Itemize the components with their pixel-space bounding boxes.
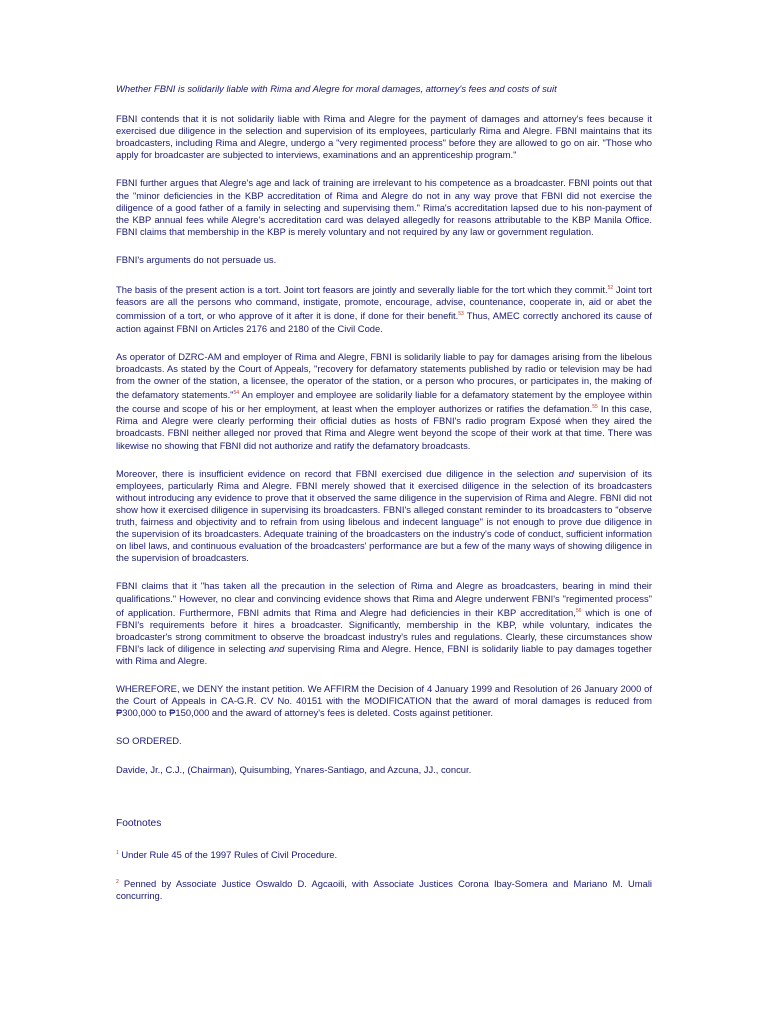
footnote-number-2[interactable]: 2: [116, 878, 119, 885]
footnote-ref-55[interactable]: 55: [592, 404, 598, 411]
paragraph-dispositive: WHEREFORE, we DENY the instant petition. We AFFIRM the Decision of 4 January 1999 and Resolution of 26 January 2000 of the Court of Appeals in CA-G.R. CV No. 40151 with the MODIFICATION that the award of moral damages is reduced from ₱300,000 to ₱150,000 and the award of attorney's fees is deleted. Costs against petitioner.: [116, 683, 652, 719]
paragraph-6-text-a: Moreover, there is insufficient evidence on record that FBNI exercised due diligence in the selection: [116, 467, 559, 479]
footnote-ref-52[interactable]: 52: [607, 285, 614, 292]
paragraph-1: FBNI contends that it is not solidarily liable with Rima and Alegre for the payment of damages and attorney's fees because it exercised due diligence in the selection and supervision of its employees, particularly Rima and Alegre. FBNI maintains that its broadcasters, including Rima and Alegre, undergo a "very regimented process" before they are allowed to go on air. "Those who apply for broadcaster are subjected to interviews, examinations and an apprenticeship program.": [116, 113, 652, 161]
footnote-ref-56[interactable]: 56: [575, 607, 582, 614]
paragraph-6-emphasis: and: [558, 467, 575, 479]
footnote-2-text: Penned by Associate Justice Oswaldo D. Agcaoili, with Associate Justices Corona Ibay-Somera and Mariano M. Umali concurring.: [116, 878, 652, 902]
paragraph-6: [116, 468, 652, 565]
paragraph-4-text-c: Thus, AMEC correctly anchored its cause of action against FBNI on Articles 2176 and 2180 of the Civil Code.: [116, 310, 652, 334]
section-heading: Whether FBNI is solidarily liable with Rima and Alegre for moral damages, attorney's fees and costs of suit: [116, 83, 557, 94]
footnote-1: [116, 847, 652, 861]
paragraph-so-ordered: SO ORDERED.: [116, 735, 182, 747]
paragraph-concurrence: Davide, Jr., C.J., (Chairman), Quisumbing, Ynares-Santiago, and Azcuna, JJ., concur.: [116, 763, 472, 775]
paragraph-3: FBNI's arguments do not persuade us.: [116, 253, 277, 265]
paragraph-4-text-a: The basis of the present action is a tort. Joint tort feasors are jointly and severally liable for the tort which they commit.: [116, 284, 608, 296]
paragraph-7-text-c: supervising Rima and Alegre. Hence, FBNI is solidarily liable to pay damages together with Rima and Alegre.: [116, 643, 652, 667]
footnote-ref-53[interactable]: 53: [458, 311, 464, 318]
footnote-ref-54[interactable]: 54: [233, 389, 240, 396]
footnote-2: [116, 876, 652, 902]
footnotes-title: Footnotes: [116, 817, 162, 829]
paragraph-6-text-b: supervision of its employees, particularly Rima and Alegre. FBNI merely showed that it exercised diligence in the selection of its broadcasters without introducing any evidence to prove that it observed the same diligence in the supervision of Rima and Alegre. FBNI did not show how it exercised diligence in supervising its broadcasters. FBNI's alleged constant reminder to its broadcasters to "observe truth, fairness and objectivity and to refrain from using libelous and indecent language" is not enough to prove due diligence in the supervision of its broadcasters. Adequate training of the broadcasters on the industry's code of conduct, sufficient information on libel laws, and continuous evaluation of the broadcasters' performance are but a few of the many ways of showing diligence in the supervision of broadcasters.: [116, 467, 652, 564]
paragraph-7-text-a: FBNI claims that it "has taken all the precaution in the selection of Rima and Alegre as broadcasters, bearing in mind their qualifications." However, no clear and convincing evidence shows that Rima and Alegre underwent FBNI's "regimented process" of application. Furthermore, FBNI admits that Rima and Alegre had deficiencies in their KBP accreditation,: [116, 580, 652, 618]
paragraph-4: [116, 282, 652, 335]
paragraph-5-text-a: As operator of DZRC-AM and employer of Rima and Alegre, FBNI is solidarily liable to pay for damages arising from the libelous broadcasts. As stated by the Court of Appeals, "recovery for defamatory statements published by radio or television may be had from the owner of the station, a licensee, the operator of the station, or a person who procures, or participates in, the making of the defamatory statements.": [116, 350, 652, 401]
paragraph-5-text-b: An employer and employee are solidarily liable for a defamatory statement by the employee within the course and scope of his or her employment, at least when the employer authorizes or ratifies the defamation.: [116, 389, 652, 415]
paragraph-7: [116, 580, 652, 667]
paragraph-7-text-b: which is one of FBNI's requirements before it hires a broadcaster. Significantly, membership in the KBP, while voluntary, indicates the broadcaster's strong commitment to observe the broadcast industry's rules and regulations. Clearly, these circumstances show FBNI's lack of diligence in selecting: [116, 606, 653, 654]
footnote-number-1[interactable]: 1: [116, 849, 119, 856]
paragraph-7-emphasis: and: [268, 643, 285, 654]
document-body: [116, 83, 652, 917]
paragraph-4-text-b: Joint tort feasors are all the persons who command, instigate, promote, encourage, advise, countenance, cooperate in, aid or abet the commission of a tort, or who approve of it after it is done, if done for their benefit.: [116, 284, 652, 322]
paragraph-5: [116, 351, 652, 452]
paragraph-5-text-c: In this case, Rima and Alegre were clearly performing their official duties as hosts of FBNI's radio program Exposé when they aired the broadcasts. FBNI neither alleged nor proved that Rima and Alegre went beyond the scope of their work at that time. There was likewise no showing that FBNI did not authorize and ratify the defamatory broadcasts.: [116, 403, 652, 451]
paragraph-2: FBNI further argues that Alegre's age and lack of training are irrelevant to his competence as a broadcaster. FBNI points out that the "minor deficiencies in the KBP accreditation of Rima and Alegre do not in any way prove that FBNI did not exercise the diligence of a good father of a family in selecting and supervising them." Rima's accreditation lapsed due to his non-payment of the KBP annual fees while Alegre's accreditation card was delayed allegedly for reasons attributable to the KBP Manila Office. FBNI claims that membership in the KBP is merely voluntary and not required by any law or government regulation.: [116, 177, 652, 237]
footnote-1-text: Under Rule 45 of the 1997 Rules of Civil Procedure.: [118, 848, 338, 860]
